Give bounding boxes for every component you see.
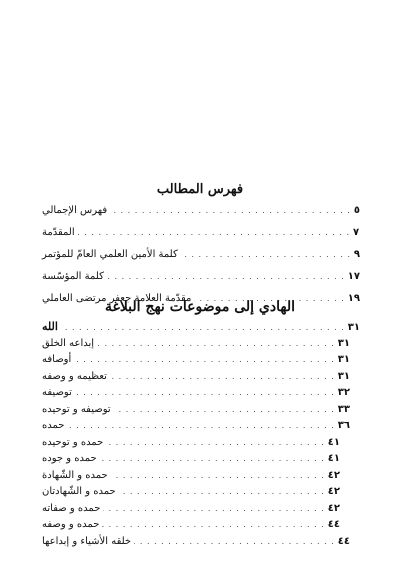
toc-entry-page: ٣١ [337,370,350,382]
toc-entry[interactable] [40,385,360,402]
toc-entry[interactable] [40,402,360,419]
toc-entry[interactable] [40,222,360,244]
toc-entry-label: توصيفه [42,387,72,398]
toc-entry-page: ٣١ [337,354,350,365]
toc-entry-label: تعظيمه و وصفه [42,370,107,382]
toc-entry-label: حمده و الشّهادتان [42,486,116,497]
toc-entry-label: المقدّمة [42,227,75,238]
toc-entry-label: فهرس الإجمالي [42,205,108,216]
toc-entry-label: خلقه الأشياء و إبداعها [42,535,132,547]
toc-entry[interactable] [40,451,360,468]
leader-dots [61,320,345,337]
index-section-title: الهادي إلى موضوعات نهج البلاغة [105,299,295,315]
toc-entry[interactable] [40,352,360,369]
toc-entry-page: ٧ [353,227,360,238]
toc-entry[interactable] [40,534,360,551]
toc-entry-page: ٥ [353,205,360,216]
toc-entry-label: حمده و صفاته [42,502,101,514]
toc-entry[interactable] [40,484,360,501]
leader-dots [78,222,350,244]
toc-entry-page: ٤٤ [327,519,340,530]
leader-dots [100,451,325,468]
toc-entry[interactable] [40,244,360,266]
leader-dots [114,402,335,419]
toc-entry-page: ١٧ [347,271,360,282]
toc-entry-label: توصيفه و توحيده [42,403,111,415]
leader-dots [103,501,324,518]
toc-entry-page: ٣٣ [337,403,350,415]
leader-dots [75,385,335,402]
toc-entry-page: ٤٢ [327,502,340,514]
toc-entry-page: ٤٤ [337,535,350,547]
toc-entry-label: الله [42,320,58,333]
toc-entry[interactable] [40,501,360,518]
toc-section-title: فهرس المطالب [156,182,244,197]
toc-entry[interactable] [40,369,360,386]
leader-dots [119,484,325,501]
leader-dots [111,468,325,485]
toc-entry-page: ٩ [353,249,360,260]
toc-entry[interactable] [40,418,360,435]
toc-entry-label: حمده و وصفه [42,519,100,530]
toc-entry[interactable] [40,435,360,452]
toc-entry-page: ٣١ [337,337,350,349]
toc-entry-page: ١٩ [347,293,360,304]
toc-entry-label: حمده و توحيده [42,436,104,448]
toc-entry-label: كلمة المؤسّسة [42,271,104,282]
toc-entry-page: ٤١ [327,436,340,448]
leader-dots [134,534,335,551]
toc-entry[interactable] [40,468,360,485]
toc-entry-page: ٣١ [347,322,360,333]
leader-dots [106,435,325,452]
toc-entry-page: ٣٦ [337,420,350,431]
leader-dots [97,336,335,353]
toc-entry-page: ٤١ [327,453,340,464]
leader-dots [181,244,351,266]
leader-dots [107,266,345,288]
toc-entry[interactable] [40,266,360,288]
toc-list-topics [40,319,360,550]
leader-dots [110,369,335,386]
toc-entry-label: كلمة الأمين العلمي العامّ للمؤتمر [42,249,178,260]
toc-entry-label: حمده [42,420,65,431]
toc-entry-label: مقدّمة العلامة جعفر مرتضى العاملي [42,293,192,304]
toc-entry[interactable] [40,319,360,336]
toc-entry-label: إبداعه الخلق [42,337,95,349]
toc-entry-page: ٣٢ [337,387,350,398]
leader-dots [74,352,334,369]
toc-entry-label: حمده و جوده [42,453,97,464]
toc-entry[interactable] [40,200,360,222]
toc-entry[interactable] [40,517,360,534]
leader-dots [110,200,351,222]
toc-entry-label: أوصافه [42,354,72,365]
toc-list-front-matter [40,200,360,310]
toc-entry-label: حمده و الشّهادة [42,469,108,481]
toc-entry-page: ٤٢ [327,469,340,481]
leader-dots [102,517,324,534]
toc-entry-page: ٤٢ [327,486,340,497]
leader-dots [67,418,334,435]
toc-entry[interactable] [40,336,360,353]
